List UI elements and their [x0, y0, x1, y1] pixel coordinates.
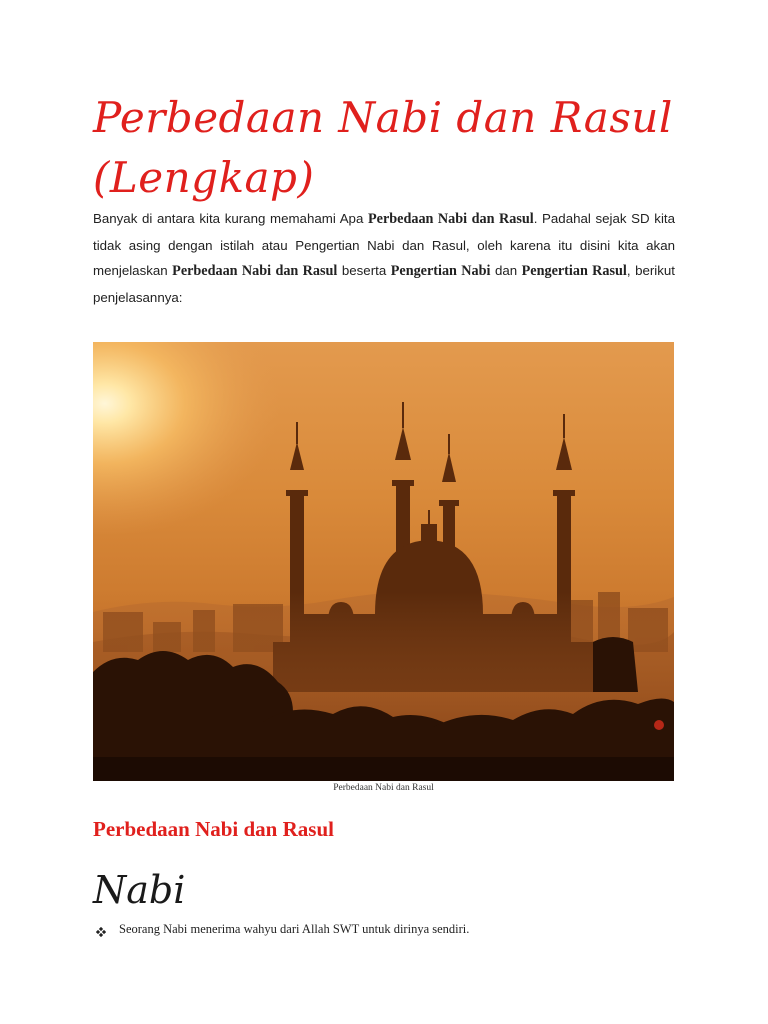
intro-bold-perbedaan-2: Perbedaan Nabi dan Rasul [172, 263, 338, 280]
diamond-bullet-icon [96, 924, 106, 934]
mosque-silhouette-illustration [93, 342, 674, 781]
intro-text-3: beserta [337, 263, 391, 279]
intro-bold-pengertian-rasul: Pengertian Rasul [521, 263, 627, 280]
bullet-list [93, 920, 675, 938]
image-caption: Perbedaan Nabi dan Rasul [333, 783, 434, 793]
page-title: Perbedaan Nabi dan Rasul (Lengkap) [93, 93, 673, 202]
intro-text-5: , berikut penjelasannya: [93, 263, 675, 305]
intro-bold-pengertian-nabi: Pengertian Nabi [390, 263, 491, 280]
intro-bold-perbedaan-1: Perbedaan Nabi dan Rasul [368, 211, 534, 227]
list-item [93, 920, 675, 938]
sub-heading-nabi: Nabi [93, 868, 186, 912]
mosque-sunset-image [93, 342, 674, 781]
intro-text-1: Banyak di antara kita kurang memahami Apa [93, 211, 369, 226]
intro-text-4: dan [490, 263, 522, 279]
intro-paragraph [93, 206, 675, 310]
bullet-text: Seorang Nabi menerima wahyu dari Allah SWT untuk dirinya sendiri. [119, 922, 470, 936]
section-heading: Perbedaan Nabi dan Rasul [93, 817, 334, 841]
intro-text-2: . Padahal sejak SD kita tidak asing dengan istilah atau Pengertian Nabi dan Rasul, oleh karena itu disini kita akan menjelaskan [93, 211, 675, 279]
